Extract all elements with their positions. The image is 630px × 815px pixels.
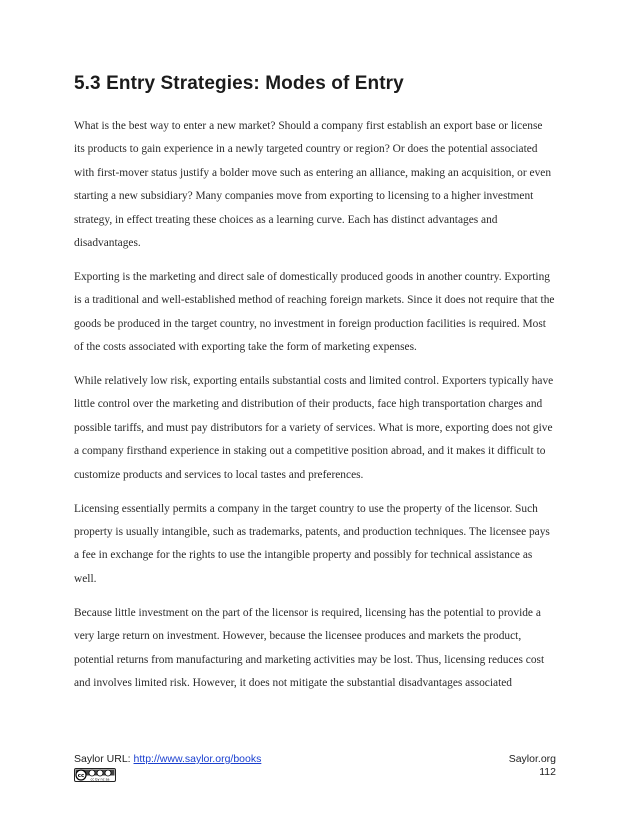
paragraph-intro: What is the best way to enter a new market? Should a company first establish an export base or license its products to gain experience in a newly targeted country or region? Or does the potential associated with first-mover status justify a bolder move such as entering an alliance, making an acquisition, or even starting a new subsidiary? Many companies move from exporting to licensing to a higher investment strategy, in effect treating these choices as a learning curve. Each has distinct advantages and disadvantages. [74,120,552,250]
saylor-books-link[interactable]: http://www.saylor.org/books [133,753,262,765]
section-heading: 5.3 Entry Strategies: Modes of Entry [74,73,404,94]
creative-commons-license-icon [74,768,116,782]
footer-source-label: Saylor URL: [74,753,134,765]
footer-source [74,753,261,765]
page-number: 112 [539,766,556,778]
paragraph-exporting-risk: While relatively low risk, exporting entails substantial costs and limited control. Exporters typically have little control over the marketing and distribution of their products, face high transportation charges and possible tariffs, and must pay distributors for a variety of services. What is more, exporting does not give a company firsthand experience in staking out a competitive position abroad, and it makes it difficult to customize products and services to local tastes and preferences. [74,375,554,481]
svg-text:cc: cc [77,773,85,779]
paragraph-exporting: Exporting is the marketing and direct sale of domestically produced goods in another country. Exporting is a traditional and well-established method of reaching foreign markets. Since it does not require that the goods be produced in the target country, no investment in foreign production facilities is required. Most of the costs associated with exporting take the form of marketing expenses. [74,270,555,354]
paragraph-licensing-return: Because little investment on the part of the licensor is required, licensing has the potential to provide a very large return on investment. However, because the licensee produces and markets the product, potential returns from manufacturing and marketing activities may be lost. Thus, licensing reduces cost and involves limited risk. However, it does not mitigate the substantial disadvantages associated [74,606,545,689]
footer-site-name: Saylor.org [508,753,556,765]
body-text [74,115,556,706]
license-badge-label: cc by nc sa [90,777,110,782]
footer-site-info [509,753,556,779]
paragraph-licensing: Licensing essentially permits a company in the target country to use the property of the licensor. Such property is usually intangible, such as trademarks, patents, and production techniques. The licensee pays a fee in exchange for the rights to use the intangible property and possibly for technical assistance as well. [74,502,550,585]
